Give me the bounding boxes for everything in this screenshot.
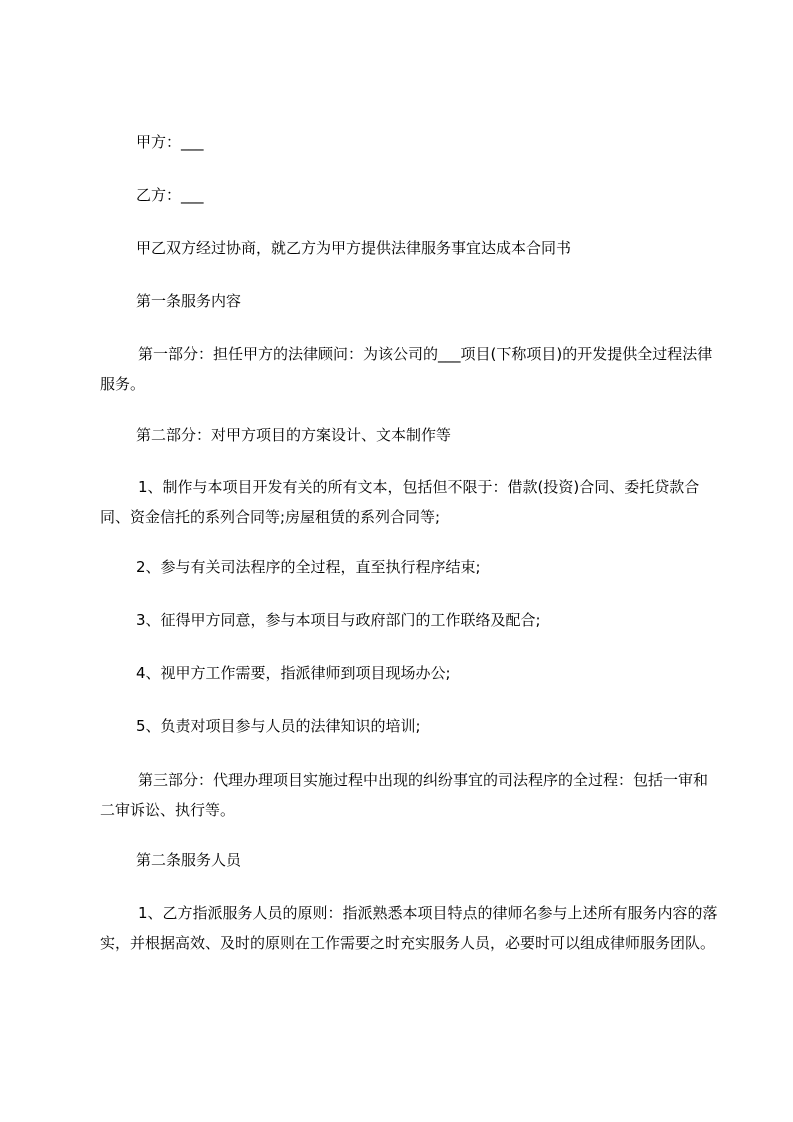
item-2-paragraph: 2、参与有关司法程序的全过程，直至执行程序结束; xyxy=(136,558,481,576)
part-3-paragraph: 第三部分：代理办理项目实施过程中出现的纠纷事宜的司法程序的全过程：包括一审和二审诉讼、执行等。 xyxy=(100,771,709,819)
part-1-paragraph: 第一部分：担任甲方的法律顾问：为该公司的___项目(下称项目)的开发提供全过程法律服务。 xyxy=(100,345,713,393)
item-4-paragraph: 4、视甲方工作需要，指派律师到项目现场办公; xyxy=(136,664,451,682)
item-3-paragraph: 3、征得甲方同意，参与本项目与政府部门的工作联络及配合; xyxy=(136,611,541,629)
article-2-heading: 第二条服务人员 xyxy=(136,851,242,869)
staff-principle-paragraph: 1、乙方指派服务人员的原则：指派熟悉本项目特点的律师名参与上述所有服务内容的落实，并根据高效、及时的原则在工作需要之时充实服务人员，必要时可以组成律师服务团队。 xyxy=(100,904,718,952)
preamble: 甲乙双方经过协商，就乙方为甲方提供法律服务事宜达成本合同书 xyxy=(136,239,572,257)
article-1-heading: 第一条服务内容 xyxy=(136,292,242,310)
part-2-paragraph: 第二部分：对甲方项目的方案设计、文本制作等 xyxy=(136,426,452,444)
party-b-line: 乙方：___ xyxy=(136,186,204,204)
party-a-line: 甲方：___ xyxy=(136,133,204,151)
item-5-paragraph: 5、负责对项目参与人员的法律知识的培训; xyxy=(136,717,421,735)
item-1-paragraph: 1、制作与本项目开发有关的所有文本，包括但不限于：借款(投资)合同、委托贷款合同、资金信托的系列合同等;房屋租赁的系列合同等; xyxy=(100,478,700,526)
